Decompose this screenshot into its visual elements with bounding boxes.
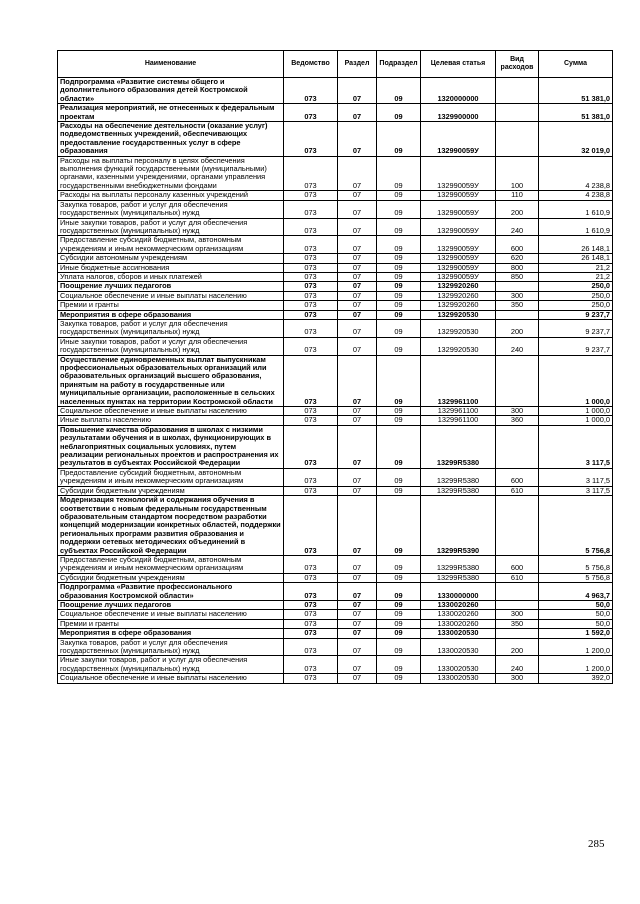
- row-section: 07: [338, 486, 377, 495]
- row-department: 073: [284, 619, 338, 628]
- header-name: Наименование: [58, 51, 284, 78]
- row-sum: 3 117,5: [539, 468, 613, 486]
- table-row: [58, 301, 613, 310]
- table-body: [58, 78, 613, 684]
- header-section: Раздел: [338, 51, 377, 78]
- row-expense-type: 610: [496, 573, 539, 582]
- header-sum: Сумма: [539, 51, 613, 78]
- row-name: Закупка товаров, работ и услуг для обеспечения государственных (муниципальных) нужд: [58, 638, 284, 656]
- row-subsection: 09: [377, 674, 421, 683]
- row-target-article: 132990059У: [421, 272, 496, 281]
- header-subsection: Подраздел: [377, 51, 421, 78]
- row-sum: 250,0: [539, 291, 613, 300]
- table-row: [58, 496, 613, 556]
- row-subsection: 09: [377, 319, 421, 337]
- row-section: 07: [338, 301, 377, 310]
- row-section: 07: [338, 555, 377, 573]
- table-row: [58, 337, 613, 355]
- row-department: 073: [284, 301, 338, 310]
- row-department: 073: [284, 610, 338, 619]
- row-department: 073: [284, 674, 338, 683]
- row-sum: 9 237,7: [539, 319, 613, 337]
- row-department: 073: [284, 425, 338, 468]
- row-target-article: 1320000000: [421, 78, 496, 104]
- row-name: Уплата налогов, сборов и иных платежей: [58, 272, 284, 281]
- row-name: Субсидии автономным учреждениям: [58, 254, 284, 263]
- row-department: 073: [284, 407, 338, 416]
- table-row: [58, 600, 613, 609]
- row-expense-type: 620: [496, 254, 539, 263]
- table-row: [58, 355, 613, 406]
- row-department: 073: [284, 638, 338, 656]
- table-row: [58, 629, 613, 638]
- row-sum: 5 756,8: [539, 555, 613, 573]
- row-expense-type: 360: [496, 416, 539, 425]
- row-sum: 4 238,8: [539, 156, 613, 191]
- row-name: Субсидии бюджетным учреждениям: [58, 486, 284, 495]
- row-target-article: 1330020260: [421, 600, 496, 609]
- row-name: Закупка товаров, работ и услуг для обеспечения государственных (муниципальных) нужд: [58, 319, 284, 337]
- row-sum: 4 238,8: [539, 191, 613, 200]
- row-department: 073: [284, 468, 338, 486]
- row-subsection: 09: [377, 156, 421, 191]
- row-expense-type: [496, 629, 539, 638]
- row-sum: 4 963,7: [539, 583, 613, 601]
- row-target-article: 1329961100: [421, 416, 496, 425]
- row-expense-type: [496, 355, 539, 406]
- row-sum: 1 610,9: [539, 200, 613, 218]
- header-expense-type: Вид расходов: [496, 51, 539, 78]
- table-row: [58, 200, 613, 218]
- row-section: 07: [338, 468, 377, 486]
- row-sum: 5 756,8: [539, 573, 613, 582]
- row-name: Осуществление единовременных выплат выпускникам профессиональных образовательных организаций или образовательных организаций высшего образования, принятым на работу в государственные или муниципальные организации, расположенные в сельских населенных пунктах на территории Костромской области: [58, 355, 284, 406]
- row-subsection: 09: [377, 301, 421, 310]
- row-name: Закупка товаров, работ и услуг для обеспечения государственных (муниципальных) нужд: [58, 200, 284, 218]
- row-section: 07: [338, 263, 377, 272]
- row-subsection: 09: [377, 263, 421, 272]
- row-section: 07: [338, 610, 377, 619]
- row-sum: 50,0: [539, 619, 613, 628]
- row-sum: 1 200,0: [539, 638, 613, 656]
- row-section: 07: [338, 407, 377, 416]
- row-subsection: 09: [377, 310, 421, 319]
- row-target-article: 13299R5380: [421, 468, 496, 486]
- row-department: 073: [284, 583, 338, 601]
- row-subsection: 09: [377, 407, 421, 416]
- row-section: 07: [338, 282, 377, 291]
- row-department: 073: [284, 122, 338, 157]
- row-section: 07: [338, 674, 377, 683]
- row-sum: 1 200,0: [539, 656, 613, 674]
- row-sum: 26 148,1: [539, 254, 613, 263]
- row-name: Предоставление субсидий бюджетным, автономным учреждениям и иным некоммерческим организациям: [58, 555, 284, 573]
- row-target-article: 1330020530: [421, 638, 496, 656]
- row-subsection: 09: [377, 236, 421, 254]
- table-row: [58, 468, 613, 486]
- row-expense-type: 800: [496, 263, 539, 272]
- row-department: 073: [284, 573, 338, 582]
- row-sum: 50,0: [539, 610, 613, 619]
- table-row: [58, 104, 613, 122]
- table-row: [58, 486, 613, 495]
- row-sum: 51 381,0: [539, 78, 613, 104]
- row-subsection: 09: [377, 638, 421, 656]
- row-name: Социальное обеспечение и иные выплаты населению: [58, 407, 284, 416]
- row-target-article: 13299R5380: [421, 573, 496, 582]
- table-row: [58, 156, 613, 191]
- row-sum: 1 000,0: [539, 407, 613, 416]
- row-department: 073: [284, 282, 338, 291]
- row-sum: 50,0: [539, 600, 613, 609]
- row-expense-type: [496, 282, 539, 291]
- row-name: Субсидии бюджетным учреждениям: [58, 573, 284, 582]
- row-subsection: 09: [377, 583, 421, 601]
- row-department: 073: [284, 291, 338, 300]
- row-department: 073: [284, 272, 338, 281]
- row-subsection: 09: [377, 486, 421, 495]
- row-subsection: 09: [377, 619, 421, 628]
- row-target-article: 1330020260: [421, 619, 496, 628]
- row-subsection: 09: [377, 200, 421, 218]
- table-row: [58, 610, 613, 619]
- row-target-article: 1329920260: [421, 301, 496, 310]
- row-subsection: 09: [377, 600, 421, 609]
- row-department: 073: [284, 496, 338, 556]
- row-target-article: 132990059У: [421, 236, 496, 254]
- row-section: 07: [338, 200, 377, 218]
- row-name: Премии и гранты: [58, 619, 284, 628]
- row-expense-type: [496, 310, 539, 319]
- row-section: 07: [338, 583, 377, 601]
- row-expense-type: 240: [496, 337, 539, 355]
- row-sum: 392,0: [539, 674, 613, 683]
- row-sum: 9 237,7: [539, 337, 613, 355]
- row-target-article: 1329920530: [421, 310, 496, 319]
- row-section: 07: [338, 600, 377, 609]
- row-expense-type: 300: [496, 610, 539, 619]
- row-section: 07: [338, 254, 377, 263]
- row-name: Иные выплаты населению: [58, 416, 284, 425]
- row-name: Реализация мероприятий, не отнесенных к федеральным проектам: [58, 104, 284, 122]
- row-subsection: 09: [377, 78, 421, 104]
- row-subsection: 09: [377, 291, 421, 300]
- row-department: 073: [284, 337, 338, 355]
- row-department: 073: [284, 555, 338, 573]
- row-section: 07: [338, 78, 377, 104]
- row-subsection: 09: [377, 355, 421, 406]
- row-section: 07: [338, 656, 377, 674]
- row-subsection: 09: [377, 656, 421, 674]
- row-target-article: 132990059У: [421, 254, 496, 263]
- table-row: [58, 674, 613, 683]
- row-department: 073: [284, 263, 338, 272]
- row-subsection: 09: [377, 573, 421, 582]
- row-sum: 1 610,9: [539, 218, 613, 236]
- row-sum: 51 381,0: [539, 104, 613, 122]
- row-target-article: 1329920260: [421, 291, 496, 300]
- row-name: Социальное обеспечение и иные выплаты населению: [58, 610, 284, 619]
- row-sum: 3 117,5: [539, 486, 613, 495]
- row-expense-type: [496, 583, 539, 601]
- row-section: 07: [338, 156, 377, 191]
- row-sum: 3 117,5: [539, 425, 613, 468]
- table-row: [58, 407, 613, 416]
- row-section: 07: [338, 496, 377, 556]
- row-target-article: 132990059У: [421, 156, 496, 191]
- budget-table: [57, 50, 613, 684]
- row-name: Мероприятия в сфере образования: [58, 310, 284, 319]
- row-section: 07: [338, 337, 377, 355]
- row-name: Поощрение лучших педагогов: [58, 600, 284, 609]
- row-name: Иные закупки товаров, работ и услуг для обеспечения государственных (муниципальных) нужд: [58, 218, 284, 236]
- row-target-article: 132990059У: [421, 191, 496, 200]
- row-department: 073: [284, 600, 338, 609]
- row-subsection: 09: [377, 496, 421, 556]
- row-section: 07: [338, 355, 377, 406]
- row-subsection: 09: [377, 610, 421, 619]
- row-section: 07: [338, 291, 377, 300]
- row-sum: 9 237,7: [539, 310, 613, 319]
- row-target-article: 132990059У: [421, 200, 496, 218]
- table-row: [58, 254, 613, 263]
- row-sum: 250,0: [539, 301, 613, 310]
- row-name: Расходы на выплаты персоналу в целях обеспечения выполнения функций государственными (муниципальными) органами, казенными учреждениями, органами управления государственными внебюджетными фондами: [58, 156, 284, 191]
- table-row: [58, 638, 613, 656]
- row-sum: 250,0: [539, 282, 613, 291]
- row-name: Иные закупки товаров, работ и услуг для обеспечения государственных (муниципальных) нужд: [58, 337, 284, 355]
- table-row: [58, 263, 613, 272]
- row-section: 07: [338, 310, 377, 319]
- row-target-article: 1330000000: [421, 583, 496, 601]
- row-expense-type: 600: [496, 555, 539, 573]
- row-target-article: 1330020530: [421, 674, 496, 683]
- row-department: 073: [284, 355, 338, 406]
- row-expense-type: 200: [496, 319, 539, 337]
- row-expense-type: 110: [496, 191, 539, 200]
- row-sum: 32 019,0: [539, 122, 613, 157]
- row-sum: 1 000,0: [539, 416, 613, 425]
- row-target-article: 1329900000: [421, 104, 496, 122]
- row-name: Социальное обеспечение и иные выплаты населению: [58, 674, 284, 683]
- table-row: [58, 272, 613, 281]
- row-subsection: 09: [377, 416, 421, 425]
- row-expense-type: 850: [496, 272, 539, 281]
- row-section: 07: [338, 425, 377, 468]
- row-sum: 5 756,8: [539, 496, 613, 556]
- row-target-article: 13299R5380: [421, 486, 496, 495]
- row-name: Модернизация технологий и содержания обучения в соответствии с новым федеральным государственным образовательным стандартом посредством разработки концепций модернизации конкретных областей, поддержки региональных программ развития образования и поддержки сетевых методических объединений в субъектах Российской Федерации: [58, 496, 284, 556]
- row-target-article: 132990059У: [421, 263, 496, 272]
- row-department: 073: [284, 310, 338, 319]
- row-section: 07: [338, 236, 377, 254]
- table-row: [58, 319, 613, 337]
- row-subsection: 09: [377, 425, 421, 468]
- row-subsection: 09: [377, 104, 421, 122]
- header-target-article: Целевая статья: [421, 51, 496, 78]
- row-sum: 21,2: [539, 263, 613, 272]
- row-target-article: 132990059У: [421, 218, 496, 236]
- row-subsection: 09: [377, 122, 421, 157]
- row-expense-type: 600: [496, 468, 539, 486]
- row-subsection: 09: [377, 337, 421, 355]
- row-target-article: 1329920530: [421, 337, 496, 355]
- row-expense-type: [496, 122, 539, 157]
- row-expense-type: 600: [496, 236, 539, 254]
- table-row: [58, 656, 613, 674]
- row-section: 07: [338, 272, 377, 281]
- row-expense-type: [496, 425, 539, 468]
- row-name: Предоставление субсидий бюджетным, автономным учреждениям и иным некоммерческим организациям: [58, 468, 284, 486]
- table-row: [58, 291, 613, 300]
- row-subsection: 09: [377, 272, 421, 281]
- row-section: 07: [338, 619, 377, 628]
- row-target-article: 1329961100: [421, 407, 496, 416]
- row-expense-type: 100: [496, 156, 539, 191]
- row-department: 073: [284, 156, 338, 191]
- row-subsection: 09: [377, 282, 421, 291]
- row-expense-type: 240: [496, 218, 539, 236]
- table-row: [58, 416, 613, 425]
- row-department: 073: [284, 200, 338, 218]
- table-row: [58, 619, 613, 628]
- table-row: [58, 573, 613, 582]
- row-expense-type: 300: [496, 674, 539, 683]
- row-subsection: 09: [377, 254, 421, 263]
- row-sum: 1 000,0: [539, 355, 613, 406]
- table-row: [58, 282, 613, 291]
- table-row: [58, 218, 613, 236]
- row-name: Мероприятия в сфере образования: [58, 629, 284, 638]
- row-section: 07: [338, 629, 377, 638]
- row-sum: 1 592,0: [539, 629, 613, 638]
- row-name: Поощрение лучших педагогов: [58, 282, 284, 291]
- row-section: 07: [338, 416, 377, 425]
- row-sum: 21,2: [539, 272, 613, 281]
- row-expense-type: 610: [496, 486, 539, 495]
- row-target-article: 1329920530: [421, 319, 496, 337]
- row-name: Предоставление субсидий бюджетным, автономным учреждениям и иным некоммерческим организациям: [58, 236, 284, 254]
- table-row: [58, 583, 613, 601]
- row-section: 07: [338, 191, 377, 200]
- table-header-row: [58, 51, 613, 78]
- row-section: 07: [338, 218, 377, 236]
- row-department: 073: [284, 416, 338, 425]
- table-row: [58, 78, 613, 104]
- row-target-article: 1329961100: [421, 355, 496, 406]
- table-row: [58, 122, 613, 157]
- row-target-article: 1330020530: [421, 629, 496, 638]
- row-subsection: 09: [377, 629, 421, 638]
- row-target-article: 13299R5390: [421, 496, 496, 556]
- row-name: Иные закупки товаров, работ и услуг для обеспечения государственных (муниципальных) нужд: [58, 656, 284, 674]
- row-target-article: 1330020260: [421, 610, 496, 619]
- row-section: 07: [338, 104, 377, 122]
- table-row: [58, 555, 613, 573]
- row-expense-type: 300: [496, 407, 539, 416]
- row-name: Социальное обеспечение и иные выплаты населению: [58, 291, 284, 300]
- row-target-article: 1329920260: [421, 282, 496, 291]
- row-name: Премии и гранты: [58, 301, 284, 310]
- header-department: Ведомство: [284, 51, 338, 78]
- row-expense-type: 240: [496, 656, 539, 674]
- row-expense-type: [496, 104, 539, 122]
- row-sum: 26 148,1: [539, 236, 613, 254]
- row-department: 073: [284, 78, 338, 104]
- row-expense-type: 300: [496, 291, 539, 300]
- row-department: 073: [284, 629, 338, 638]
- row-expense-type: [496, 496, 539, 556]
- row-department: 073: [284, 319, 338, 337]
- row-section: 07: [338, 573, 377, 582]
- row-expense-type: [496, 600, 539, 609]
- row-name: Расходы на выплаты персоналу казенных учреждений: [58, 191, 284, 200]
- row-subsection: 09: [377, 218, 421, 236]
- table-row: [58, 425, 613, 468]
- row-department: 073: [284, 486, 338, 495]
- row-section: 07: [338, 122, 377, 157]
- row-department: 073: [284, 656, 338, 674]
- row-expense-type: 350: [496, 619, 539, 628]
- row-section: 07: [338, 638, 377, 656]
- row-department: 073: [284, 254, 338, 263]
- row-name: Подпрограмма «Развитие профессионального образования Костромской области»: [58, 583, 284, 601]
- row-department: 073: [284, 236, 338, 254]
- row-name: Повышение качества образования в школах с низкими результатами обучения и в школах, функционирующих в неблагоприятных социальных условиях, путем реализации региональных проектов и распространения их результатов в субъектах Российской Федерации: [58, 425, 284, 468]
- row-subsection: 09: [377, 191, 421, 200]
- table-row: [58, 236, 613, 254]
- row-expense-type: [496, 78, 539, 104]
- table-row: [58, 310, 613, 319]
- table-row: [58, 191, 613, 200]
- row-section: 07: [338, 319, 377, 337]
- row-expense-type: 350: [496, 301, 539, 310]
- row-name: Подпрограмма «Развитие системы общего и дополнительного образования детей Костромской области»: [58, 78, 284, 104]
- row-expense-type: 200: [496, 638, 539, 656]
- row-department: 073: [284, 104, 338, 122]
- row-target-article: 13299R5380: [421, 555, 496, 573]
- row-name: Расходы на обеспечение деятельности (оказание услуг) подведомственных учреждений, обеспечивающих предоставление государственных услуг в сфере образования: [58, 122, 284, 157]
- row-subsection: 09: [377, 468, 421, 486]
- row-subsection: 09: [377, 555, 421, 573]
- page-number: 285: [588, 838, 605, 850]
- row-target-article: 13299R5380: [421, 425, 496, 468]
- row-department: 073: [284, 218, 338, 236]
- row-department: 073: [284, 191, 338, 200]
- row-expense-type: 200: [496, 200, 539, 218]
- row-target-article: 132990059У: [421, 122, 496, 157]
- row-target-article: 1330020530: [421, 656, 496, 674]
- row-name: Иные бюджетные ассигнования: [58, 263, 284, 272]
